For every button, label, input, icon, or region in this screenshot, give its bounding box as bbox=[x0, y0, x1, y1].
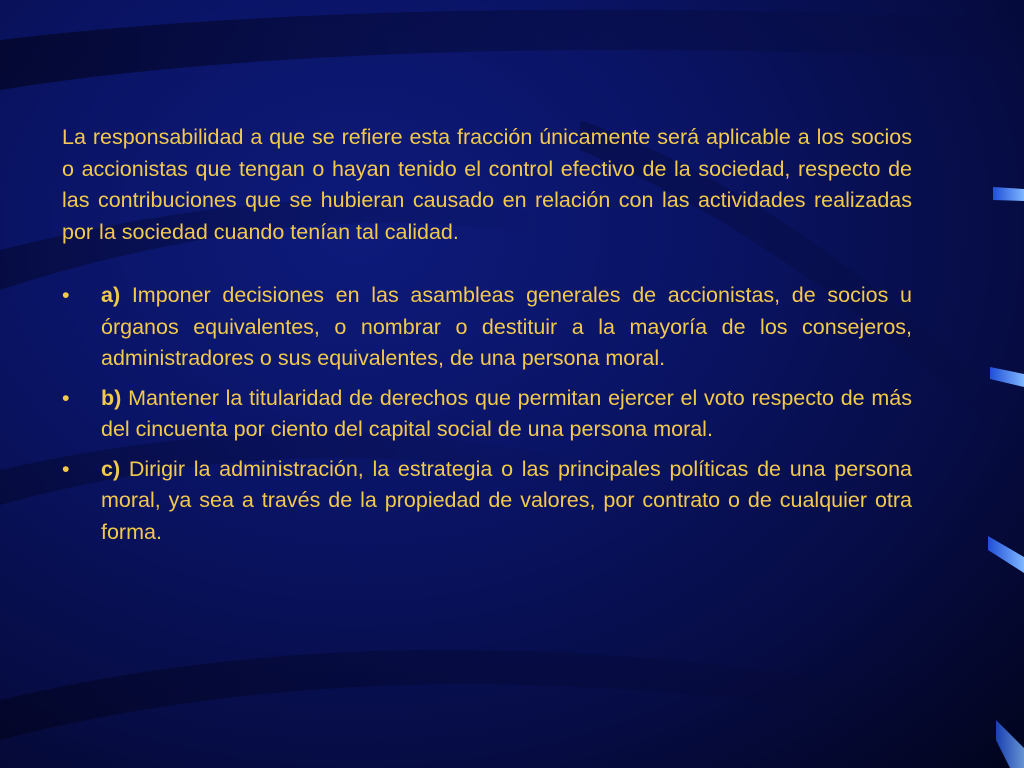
slide-body bbox=[62, 122, 912, 556]
bullet-letter: b) bbox=[101, 385, 129, 410]
background-swoosh bbox=[0, 10, 1024, 90]
edge-tick-mark bbox=[990, 367, 1024, 387]
bullet-marker: • bbox=[62, 385, 70, 410]
bullet-text: Imponer decisiones en las asambleas generales de accionistas, de socios u órganos equivalentes, o nombrar o destituir a la mayoría de los consejeros, administradores o sus equivalentes, de una persona moral. bbox=[101, 283, 912, 370]
bullet-list bbox=[62, 280, 912, 548]
list-item bbox=[62, 454, 912, 549]
edge-tick-mark bbox=[993, 187, 1024, 201]
list-item bbox=[62, 383, 912, 446]
bullet-marker: • bbox=[62, 456, 70, 481]
bullet-letter: a) bbox=[101, 283, 132, 307]
bullet-letter: c) bbox=[101, 456, 129, 481]
bullet-text: Mantener la titularidad de derechos que permitan ejercer el voto respecto de más del cincuenta por ciento del capital social de una persona moral. bbox=[101, 385, 912, 441]
list-item bbox=[62, 280, 912, 375]
bullet-marker: • bbox=[62, 283, 70, 307]
intro-paragraph: La responsabilidad a que se refiere esta fracción únicamente será aplicable a los socios o accionistas que tengan o hayan tenido el control efectivo de la sociedad, respecto de las contribuciones que se hubieran causado en relación con las actividades realizadas por la sociedad cuando tenían tal calidad. bbox=[62, 125, 912, 244]
edge-tick-mark bbox=[996, 720, 1024, 768]
background-swoosh bbox=[0, 650, 900, 740]
bullet-text: Dirigir la administración, la estrategia o las principales políticas de una persona moral, ya sea a través de la propiedad de valores, por contrato o de cualquier otra forma. bbox=[101, 456, 912, 544]
edge-tick-mark bbox=[988, 536, 1024, 573]
